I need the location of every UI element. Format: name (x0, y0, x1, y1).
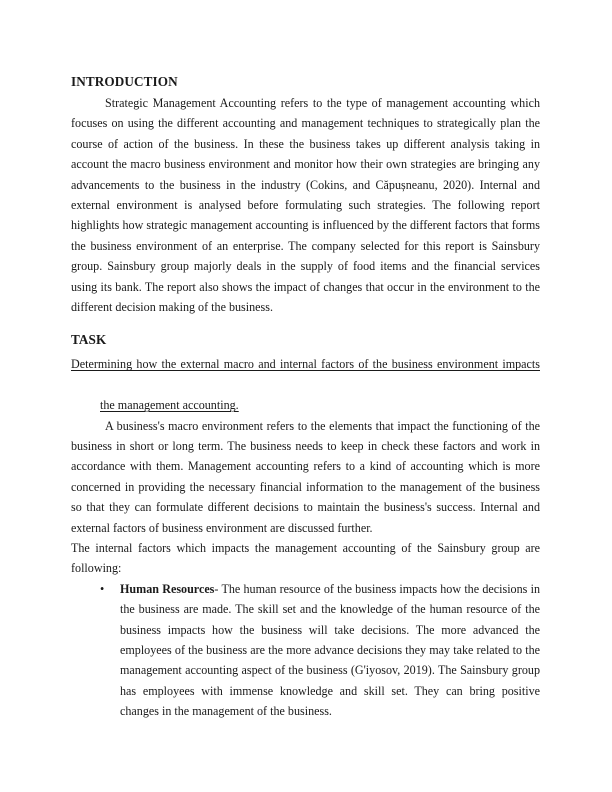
list-item-text: - The human resource of the business impacts how the decisions in the business are made. The skill set and the knowledge of the human resource of the business impacts how the business will take decisions. The more advanced the employees of the business are the more advance decisions they may take related to the management accounting aspect of the business (G'iyosov, 2019). The Sainsbury group has employees with immense knowledge and skill set. They can bring positive changes in the management of the business. (120, 581, 540, 719)
introduction-paragraph: Strategic Management Accounting refers to the type of management accounting which focuses on using the different accounting and management techniques to strategically plan the course of action of the business. In these the business takes up different analysis taking in account the macro business environment and monitor how their own strategies are bringing any advancements to the business in the industry (Cokins, and Căpușneanu, 2020). Internal and external environment is analysed before formulating such strategies. The following report highlights how strategic management accounting is influenced by the different factors that forms the business environment of an enterprise. The company selected for this report is Sainsbury group. Sainsbury group majorly deals in the supply of food items and the financial services using its bank. The report also shows the impact of changes that occur in the environment to the different decision making of the business. (71, 95, 540, 314)
list-item-lead-label: Human Resources (120, 581, 215, 596)
document-body (71, 72, 540, 722)
bullet-icon: • (100, 581, 105, 596)
task-sub-heading (71, 354, 540, 415)
task-sub-heading-line-two: the management accounting. (100, 398, 239, 413)
task-heading: TASK (71, 331, 107, 347)
page-title: INTRODUCTION (71, 74, 178, 89)
internal-factors-list (71, 579, 540, 722)
list-item (71, 579, 540, 722)
internal-factors-intro-paragraph: The internal factors which impacts the management accounting of the Sainsbury group are following: (71, 540, 540, 576)
macro-environment-paragraph: A business's macro environment refers to the elements that impact the functioning of the business in short or long term. The business needs to keep in check these factors and work in accordance with them. Management accounting refers to a kind of accounting which is more concerned in providing the necessary financial information to the management of the business so that they can formulate different decisions to maintain the business's success. Internal and external factors of business environment are discussed further. (71, 418, 540, 535)
task-sub-heading-line-one: Determining how the external macro and internal factors of the business environment impacts (71, 357, 540, 372)
